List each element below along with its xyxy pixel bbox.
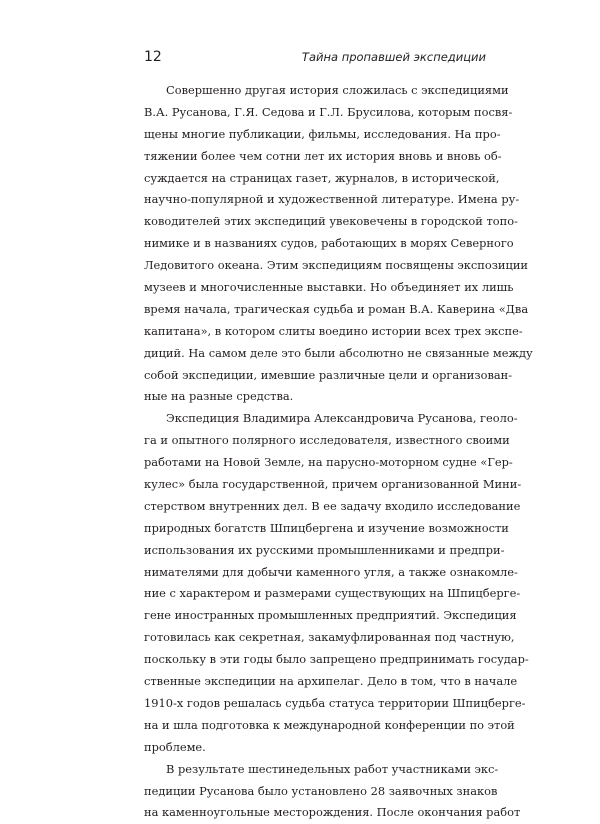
text-line: время начала, трагическая судьба и роман В.А. Каверина «Два xyxy=(144,301,529,316)
text-line: ние с характером и размерами существующих на Шпицберге- xyxy=(144,586,521,601)
text-line: тяжении более чем сотни лет их история вновь и вновь об- xyxy=(144,148,502,163)
text-line: Экспедиция Владимира Александровича Русанова, геоло- xyxy=(166,411,518,426)
text-line: природных богатств Шпицбергена и изучение возможности xyxy=(144,520,509,535)
text-line: Ледовитого океана. Этим экспедициям посвящены экспозиции xyxy=(144,258,529,273)
text-line: капитана», в котором слиты воедино истории всех трех экспе- xyxy=(144,323,523,338)
text-line: работами на Новой Земле, на парусно-моторном судне «Гер- xyxy=(144,455,513,470)
running-title: Тайна пропавшей экспедиции xyxy=(301,50,486,64)
text-line: педиции Русанова было установлено 28 заявочных знаков xyxy=(144,783,498,798)
text-line: кулес» была государственной, причем организованной Мини- xyxy=(144,477,522,492)
text-line: использования их русскими промышленниками и предпри- xyxy=(144,542,505,557)
page-number: 12 xyxy=(144,49,162,65)
text-line: нимателями для добычи каменного угля, а также ознакомле- xyxy=(144,564,518,579)
page-header xyxy=(144,46,486,68)
text-line: музеев и многочисленные выставки. Но объединяет их лишь xyxy=(144,280,514,295)
text-line: ководителей этих экспедиций увековечены в городской топо- xyxy=(144,214,518,229)
text-line: га и опытного полярного исследователя, известного своими xyxy=(144,433,510,448)
text-line: В результате шестинедельных работ участниками экс- xyxy=(166,761,499,776)
text-line: научно-популярной и художественной литературе. Имена ру- xyxy=(144,192,520,207)
paragraph-2 xyxy=(144,408,529,758)
body-text xyxy=(144,80,533,824)
text-line: на и шла подготовка к международной конференции по этой xyxy=(144,717,515,732)
text-line: суждается на страницах газет, журналов, в исторической, xyxy=(144,170,500,185)
text-line: щены многие публикации, фильмы, исследования. На про- xyxy=(144,126,501,141)
paragraph-1 xyxy=(144,80,533,408)
text-line: готовилась как секретная, закамуфлированная под частную, xyxy=(144,630,515,645)
text-line: нимике и в названиях судов, работающих в морях Северного xyxy=(144,236,514,251)
text-line: диций. На самом деле это были абсолютно не связанные между xyxy=(144,345,533,360)
text-line: ные на разные средства. xyxy=(144,389,294,404)
text-line: Совершенно другая история сложилась с экспедициями xyxy=(166,83,509,97)
text-line: В.А. Русанова, Г.Я. Седова и Г.Л. Брусилова, которым посвя- xyxy=(144,104,513,119)
text-line: 1910-х годов решалась судьба статуса территории Шпицберге- xyxy=(144,695,526,710)
text-line: стерством внутренних дел. В ее задачу входило исследование xyxy=(144,498,521,513)
text-line: гене иностранных промышленных предприятий. Экспедиция xyxy=(144,608,517,623)
paragraph-3 xyxy=(144,759,521,824)
text-line: поскольку в эти годы было запрещено предпринимать государ- xyxy=(144,652,529,667)
text-line: на каменноугольные месторождения. После окончания работ xyxy=(144,805,521,820)
text-line: проблеме. xyxy=(144,739,206,754)
text-line: ственные экспедиции на архипелаг. Дело в том, что в начале xyxy=(144,674,518,689)
text-line: собой экспедиции, имевшие различные цели и организован- xyxy=(144,367,513,382)
